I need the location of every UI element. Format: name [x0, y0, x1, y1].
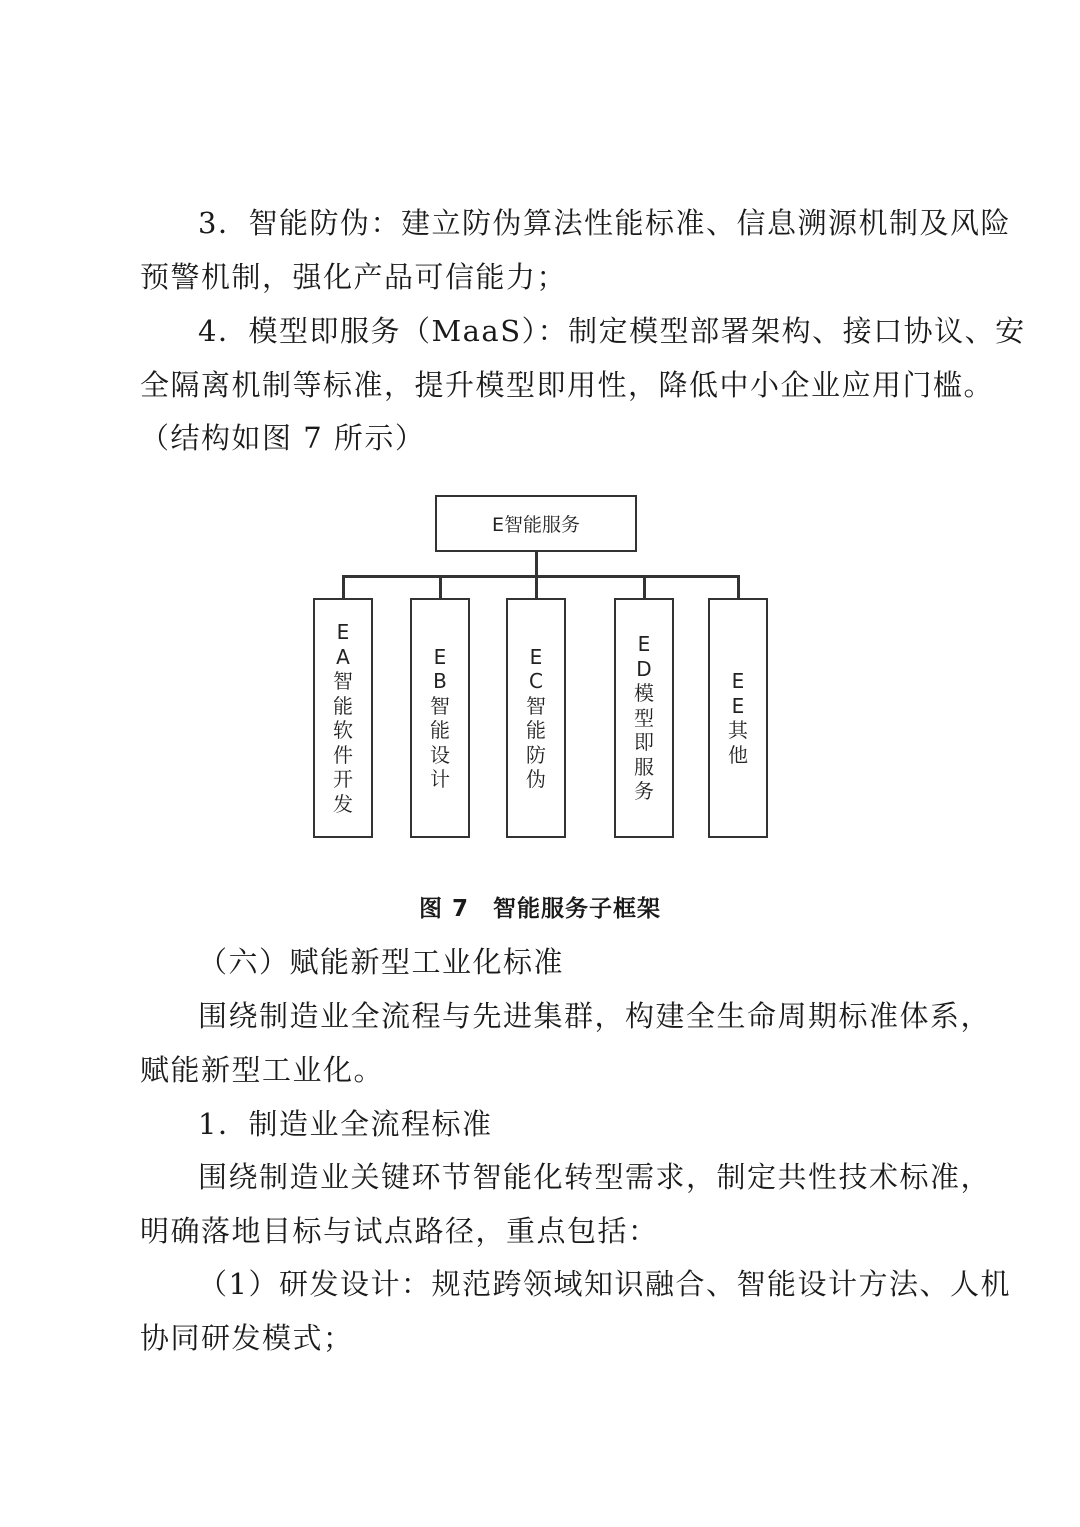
- node-eb-label: EB 智 能 设 计: [430, 644, 450, 791]
- paragraph-3-line-1: 3．智能防伪：建立防伪算法性能标准、信息溯源机制及风险: [198, 206, 1011, 240]
- sub-heading: 1．制造业全流程标准: [198, 1107, 493, 1141]
- paragraph-rd-line-1: （1）研发设计：规范跨领域知识融合、智能设计方法、人机: [198, 1267, 1011, 1301]
- paragraph-manufacturing-line-2: 明确落地目标与试点路径，重点包括：: [140, 1214, 659, 1248]
- paragraph-section-line-2: 赋能新型工业化。: [140, 1053, 385, 1087]
- node-ec: [506, 598, 566, 838]
- section-heading: （六）赋能新型工业化标准: [198, 945, 565, 979]
- connector-ee: [737, 575, 740, 599]
- node-ee: [708, 598, 768, 838]
- paragraph-4-line-1: 4．模型即服务（MaaS）：制定模型部署架构、接口协议、安: [198, 314, 1026, 348]
- connector-ec: [535, 575, 538, 599]
- figure-caption: 图 7 智能服务子框架: [418, 896, 661, 922]
- paragraph-manufacturing-line-1: 围绕制造业关键环节智能化转型需求，制定共性技术标准，: [198, 1160, 992, 1194]
- paragraph-4-line-2: 全隔离机制等标准，提升模型即用性，降低中小企业应用门槛。: [140, 368, 995, 402]
- connector-horizontal-bar: [342, 575, 740, 578]
- node-ea-label: EA 智 能 软 件 开 发: [333, 620, 353, 816]
- connector-ed: [643, 575, 646, 599]
- paragraph-rd-line-2: 协同研发模式；: [140, 1321, 354, 1355]
- connector-root-stem: [535, 552, 538, 576]
- node-eb: [410, 598, 470, 838]
- node-ea: [313, 598, 373, 838]
- node-ee-label: EE 其 他: [728, 669, 748, 767]
- root-node: E智能服务: [435, 495, 637, 552]
- connector-ea: [342, 575, 345, 599]
- node-ec-label: EC 智 能 防 伪: [526, 644, 546, 791]
- connector-eb: [439, 575, 442, 599]
- paragraph-3-line-2: 预警机制，强化产品可信能力；: [140, 260, 568, 294]
- node-ed-label: ED 模 型 即 服 务: [634, 632, 654, 804]
- paragraph-section-line-1: 围绕制造业全流程与先进集群，构建全生命周期标准体系，: [198, 999, 992, 1033]
- node-ed: [614, 598, 674, 838]
- paragraph-4-line-3: （结构如图 7 所示）: [140, 421, 426, 455]
